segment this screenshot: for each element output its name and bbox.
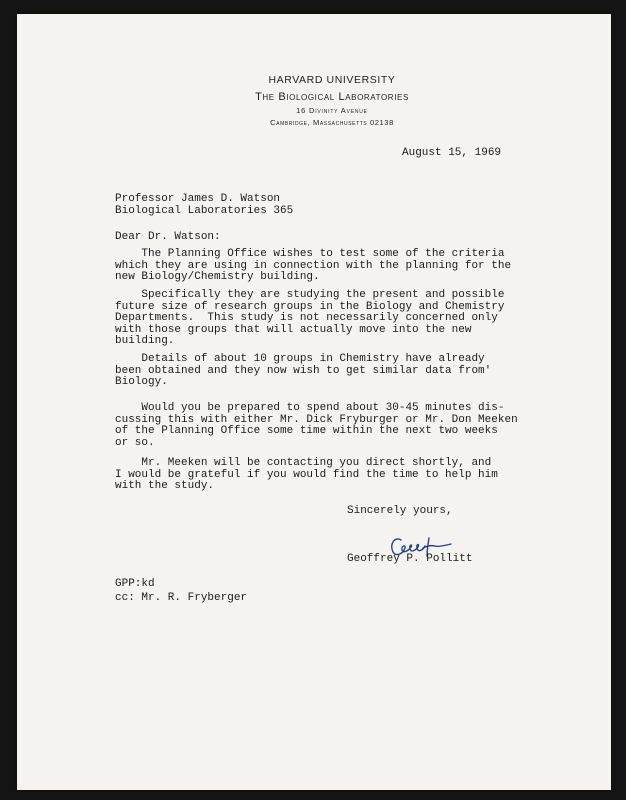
paragraph-line: cussing this with either Mr. Dick Fryburger or Mr. Don Meeken — [115, 413, 518, 426]
letterhead-department: The Biological Laboratories — [255, 91, 409, 103]
letterhead-city: Cambridge, Massachusetts 02138 — [270, 118, 394, 127]
letter-date: August 15, 1969 — [402, 147, 502, 159]
paragraph-line: future size of research groups in the Biology and Chemistry — [115, 300, 505, 313]
paragraph-line: Details of about 10 groups in Chemistry have already — [115, 353, 485, 365]
paragraph-line: Departments. This study is not necessarily concerned only — [115, 312, 498, 324]
paragraph-line: new Biology/Chemistry building. — [115, 271, 320, 283]
paragraph-line: Mr. Meeken will be contacting you direct shortly, and — [115, 457, 492, 469]
paragraph — [115, 403, 535, 449]
letterhead-street: 16 Divinity Avenue — [296, 106, 368, 115]
letterhead-institution: HARVARD UNIVERSITY — [268, 74, 396, 86]
closing: Sincerely yours, — [347, 505, 453, 517]
recipient-name: Professor James D. Watson — [115, 193, 281, 205]
paragraph-line: with the study. — [115, 480, 215, 492]
paragraph-line: of the Planning Office some time within the next two weeks — [115, 425, 498, 437]
paragraph — [115, 249, 535, 284]
paragraph — [115, 290, 535, 348]
paragraph — [115, 354, 535, 389]
paragraph — [115, 458, 535, 493]
paragraph-line: Would you be prepared to spend about 30-45 minutes dis- — [115, 402, 505, 414]
signer-name: Geoffrey P. Pollitt — [347, 553, 473, 565]
paragraph-line: with those groups that will actually move into the new — [115, 323, 472, 336]
paragraph-line: I would be grateful if you would find the time to help him — [115, 468, 498, 481]
paragraph-line: Biology. — [115, 376, 168, 388]
letter-page — [17, 14, 611, 790]
salutation: Dear Dr. Watson: — [115, 231, 221, 243]
typist-initials: GPP:kd — [115, 578, 155, 590]
carbon-copy: cc: Mr. R. Fryberger — [115, 592, 248, 604]
recipient-address: Biological Laboratories 365 — [115, 205, 294, 217]
paragraph-line: building. — [115, 335, 175, 347]
paragraph-line: which they are using in connection with the planning for the — [115, 259, 512, 272]
paragraph-line: The Planning Office wishes to test some of the criteria — [115, 248, 505, 260]
paragraph-line: Specifically they are studying the present and possible — [115, 289, 505, 301]
paragraph-line: been obtained and they now wish to get similar data from' — [115, 364, 492, 377]
paragraph-line: or so. — [115, 436, 155, 449]
